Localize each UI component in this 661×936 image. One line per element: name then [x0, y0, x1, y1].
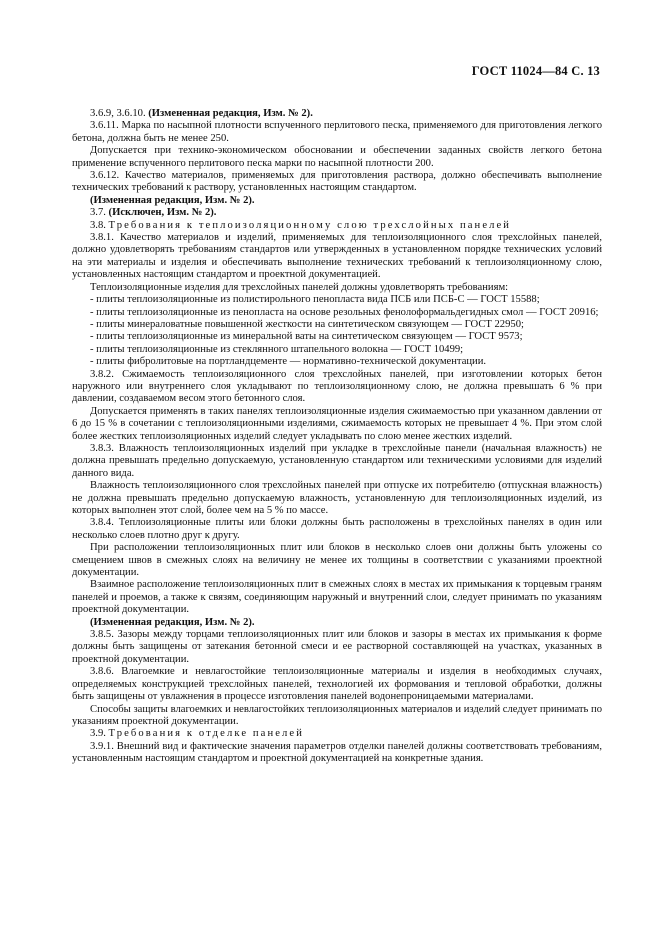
paragraph-3-8-5: 3.8.5. Зазоры между торцами теплоизоляционных плит или блоков и зазоры в местах их примыкания к форме должны быть защищены от затекания бетонной смеси и ее растворной составляющей на участках, указанных в проектной документации.	[72, 629, 602, 665]
list-item: - плиты теплоизоляционные из минеральной ваты на синтетическом связующем — ГОСТ 9573;	[90, 331, 523, 343]
section-title: Требования к теплоизоляционному слою трехслойных панелей	[108, 219, 512, 231]
list-item: - плиты фибролитовые на портландцементе — нормативно-технической документации.	[90, 356, 487, 368]
paragraph-3-8-6: 3.8.6. Влагоемкие и невлагостойкие теплоизоляционные материалы и изделия в необходимых случаях, определяемых конструкцией трехслойных панелей, технологией их формования и тепловой обработки, должны быть защищены от увлажнения в процессе изготовления панелей водонепроницаемыми материалами.	[72, 666, 602, 703]
paragraph-3-8-3: 3.8.3. Влажность теплоизоляционных изделий при укладке в трехслойные панели (начальная влажность) не должна превышать предельно допускаемую, установленную стандартом или техническими условиями для изделий данного вида.	[72, 442, 602, 479]
paragraph: Теплоизоляционные изделия для трехслойных панелей должны удовлетворять требованиям:	[90, 281, 509, 293]
excluded-note: (Исключен, Изм. № 2).	[108, 207, 217, 219]
clause-number: 3.9.	[90, 728, 106, 740]
list-item: - плиты теплоизоляционные из стеклянного штапельного волокна — ГОСТ 10499;	[90, 343, 464, 355]
clause-number: 3.8.	[90, 219, 106, 231]
clause-number: 3.7.	[90, 207, 106, 219]
paragraph-3-8-2: 3.8.2. Сжимаемость теплоизоляционного слоя трехслойных панелей, при изготовлении которых бетон наружного или внутреннего слоя укладывают по теплоизоляционному слою, не должна превышать 6 % при давлении, создаваемом весом этого бетонного слоя.	[72, 368, 602, 405]
amendment-note: (Измененная редакция, Изм. № 2).	[90, 194, 255, 206]
paragraph-3-8-1: 3.8.1. Качество материалов и изделий, применяемых для теплоизоляционного слоя трехслойных панелей, должно удовлетворять требованиям стандартов или утвержденных в установленном порядке технических условий на эти материалы и изделия и обеспечивать выполнение технических требований к теплоизоляционному слою, установленных настоящим стандартом и проектной документацией.	[72, 232, 602, 281]
clause-number: 3.6.9, 3.6.10.	[90, 108, 146, 119]
section-title: Требования к отделке панелей	[108, 728, 304, 740]
list-item: - плиты минераловатные повышенной жесткости на синтетическом связующем — ГОСТ 22950;	[90, 318, 524, 330]
paragraph: Взаимное расположение теплоизоляционных плит в смежных слоях в местах их примыкания к торцевым граням панелей и проемов, а также к связям, соединяющим наружный и внутренний слои, следует принимать по указаниям проектной документации.	[72, 579, 602, 616]
paragraph: Способы защиты влагоемких и невлагостойких теплоизоляционных материалов и изделий следует принимать по указаниям проектной документации.	[72, 703, 602, 727]
paragraph-3-9-1: 3.9.1. Внешний вид и фактические значения параметров отделки панелей должны соответствовать требованиям, установленным настоящим стандартом и проектной документацией на конкретные здания.	[72, 740, 602, 765]
paragraph-3-7	[72, 207, 602, 219]
list-item: - плиты теплоизоляционные из полистирольного пенопласта вида ПСБ или ПСБ-С — ГОСТ 15588;	[90, 294, 540, 306]
list-item: - плиты теплоизоляционные из пенопласта на основе резольных фенолоформальдегидных смол — ГОСТ 20916;	[90, 306, 599, 318]
paragraph-3-6-12: 3.6.12. Качество материалов, применяемых для приготовления раствора, должно обеспечивать выполнение технических требований к раствору, установленных настоящим стандартом.	[72, 170, 602, 194]
paragraph-3-8-4: 3.8.4. Теплоизоляционные плиты или блоки должны быть расположены в трехслойных панелях в один или несколько слоев плотно друг к другу.	[72, 517, 602, 541]
page-header: ГОСТ 11024—84 С. 13	[471, 64, 600, 78]
paragraph: При расположении теплоизоляционных плит или блоков в несколько слоев они должны быть уложены со смещением швов в смежных слоях на величину не менее их толщины в соответствии с указаниями проектной документации.	[72, 542, 602, 579]
section-heading-3-9	[72, 728, 602, 740]
paragraph-3-6-11: 3.6.11. Марка по насыпной плотности вспученного перлитового песка, применяемого для приготовления легкого бетона, должна быть не менее 250.	[72, 120, 602, 144]
section-heading-3-8	[72, 220, 602, 232]
paragraph-3-6-9	[72, 108, 602, 120]
paragraph: Допускается при технико-экономическом обосновании и обеспечении заданных свойств легкого бетона применение вспученного перлитового песка марки по насыпной плотности 200.	[72, 145, 602, 169]
document-body	[72, 108, 602, 766]
paragraph: Влажность теплоизоляционного слоя трехслойных панелей при отпуске их потребителю (отпускная влажность) не должна превышать предельно допускаемую влажность, установленную для теплоизоляционных изделий, из которых выполнен этот слой, более чем на 5 % по массе.	[72, 480, 602, 516]
amendment-note: (Измененная редакция, Изм. № 2).	[90, 616, 255, 628]
paragraph: Допускается применять в таких панелях теплоизоляционные изделия сжимаемостью при указанном давлении от 6 до 15 % в сочетании с теплоизоляционными изделиями, сжимаемость которых не превышает 4 %. При этом слой более жестких теплоизоляционных изделий следует укладывать по слою менее жестких изделий.	[72, 405, 602, 442]
amendment-note: (Измененная редакция, Изм. № 2).	[148, 108, 313, 119]
